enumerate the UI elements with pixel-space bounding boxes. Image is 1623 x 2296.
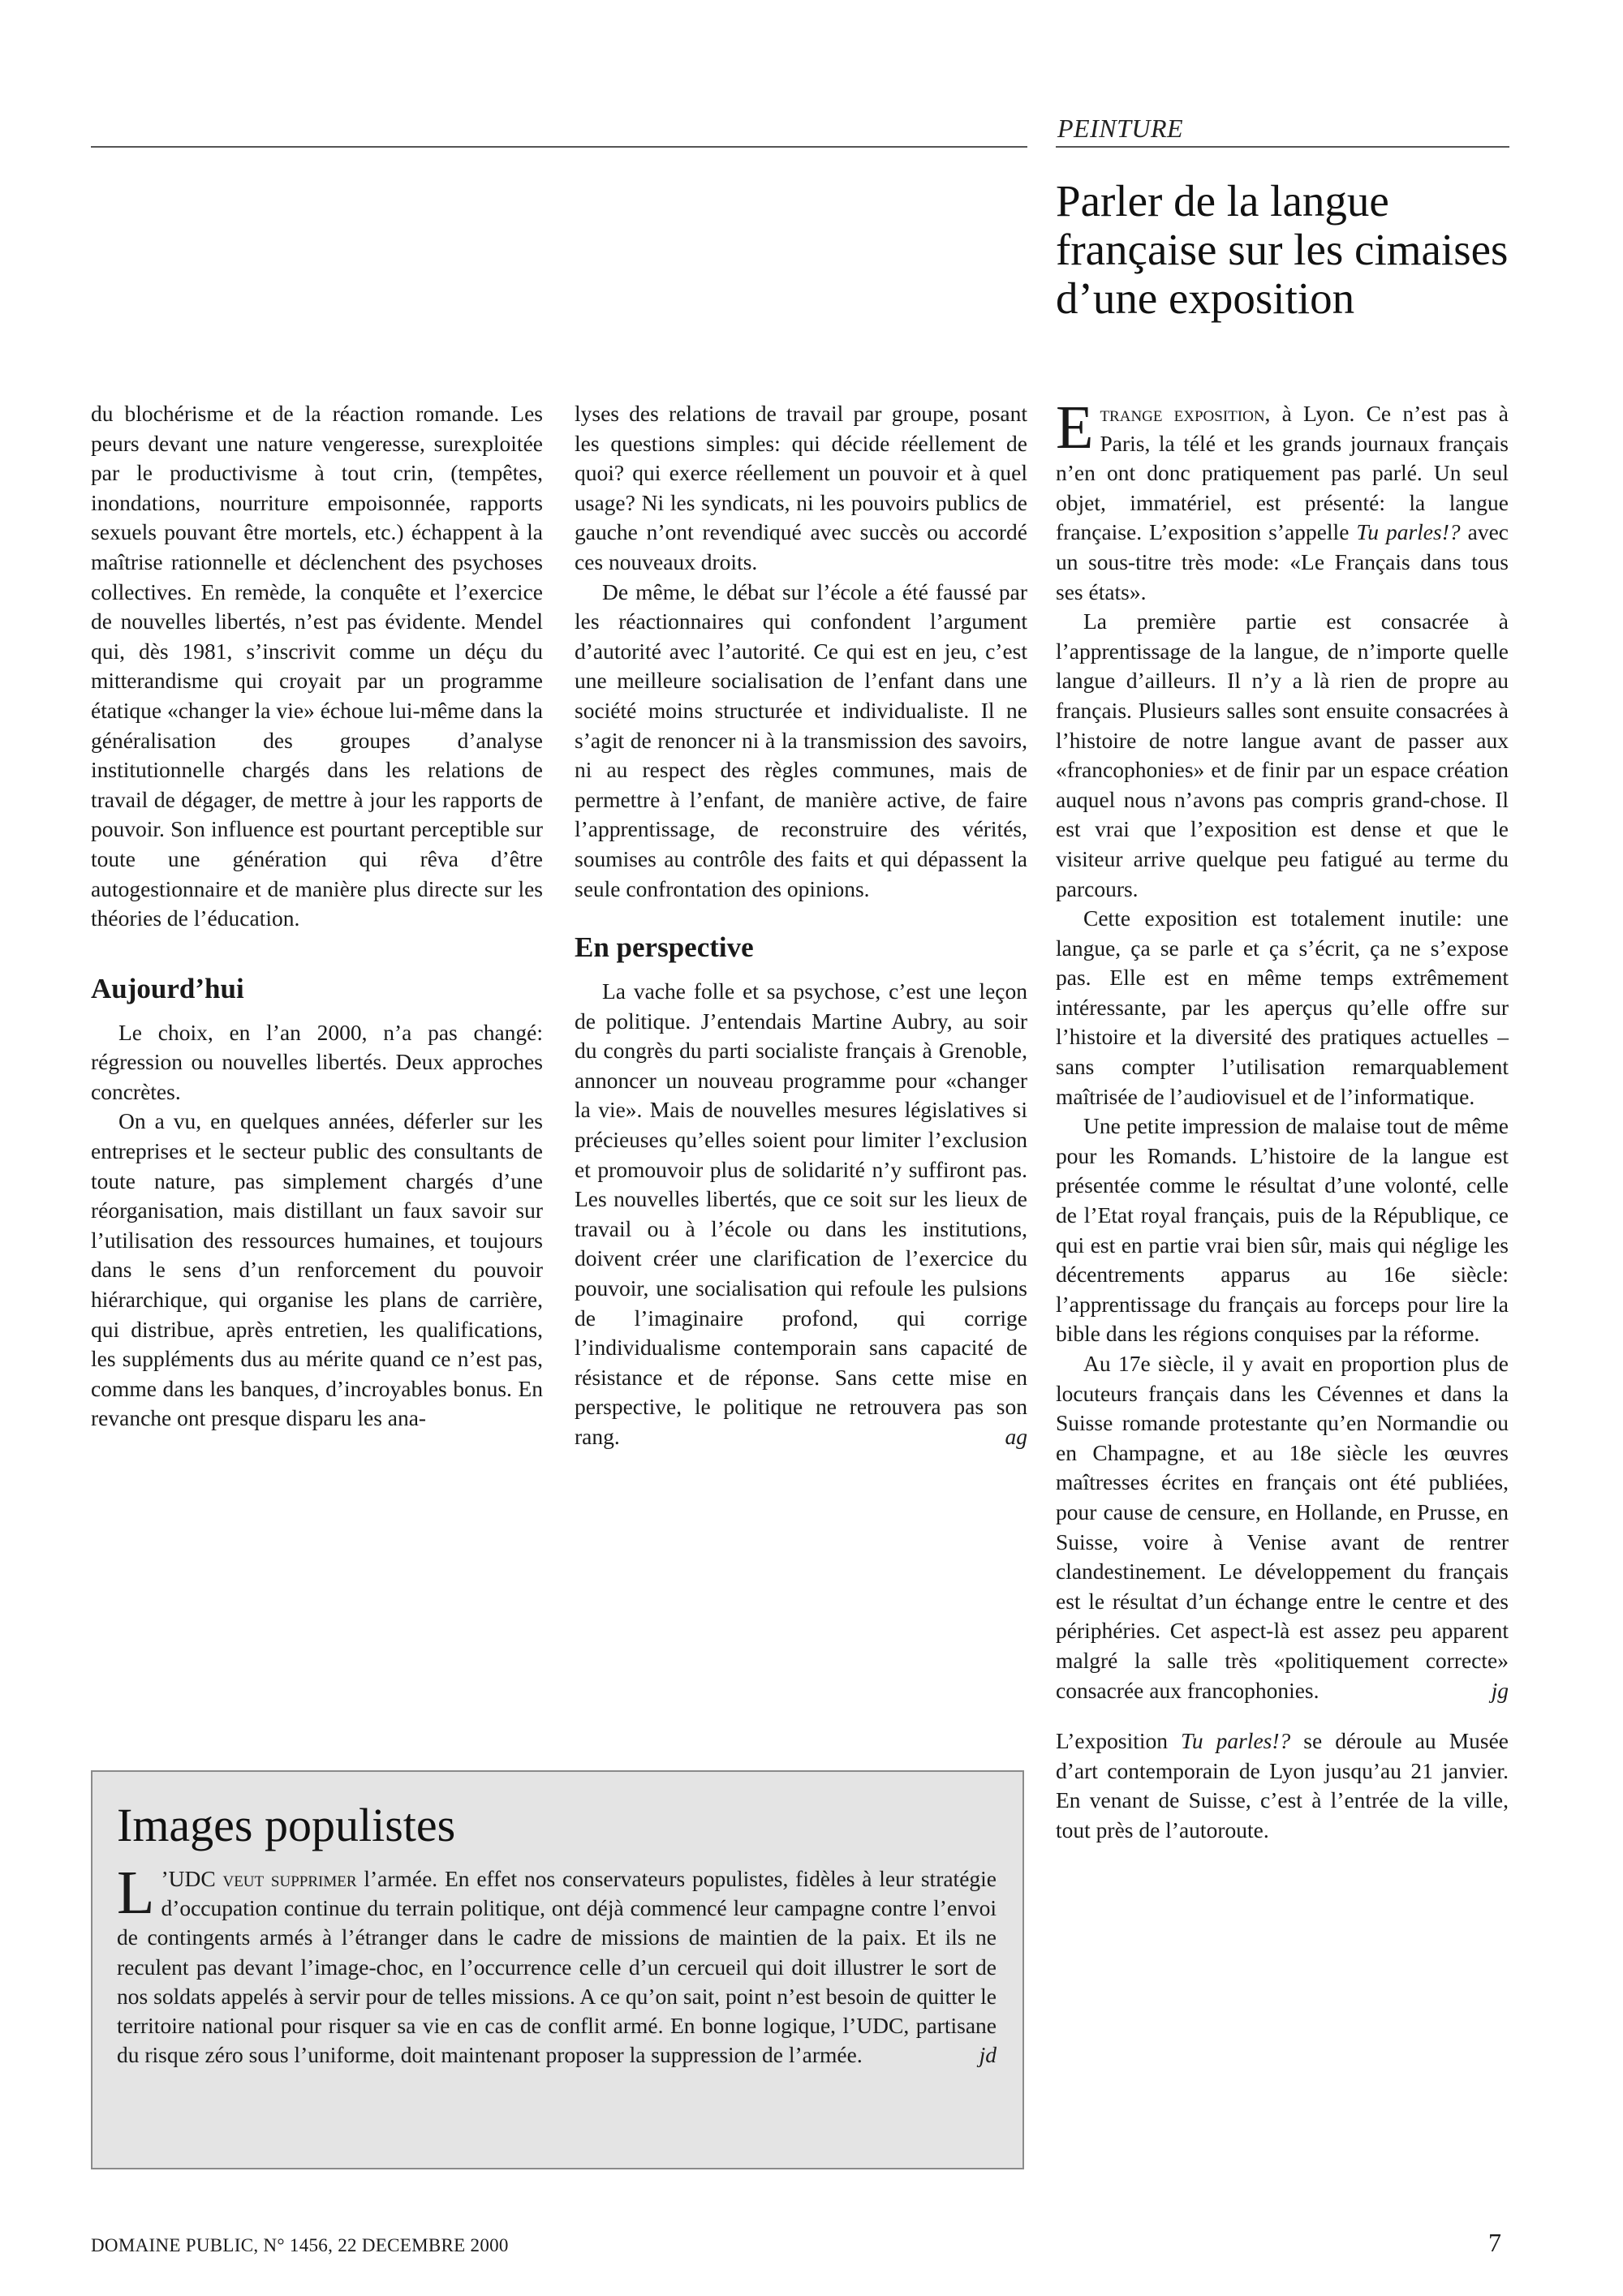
subhead-en-perspective: En perspective <box>575 931 754 964</box>
left-article-column-2 <box>575 399 1027 1452</box>
footer-publication: DOMAINE PUBLIC, N° 1456, 22 DECEMBRE 2000 <box>91 2235 509 2255</box>
lead-paragraph <box>1056 393 1509 607</box>
signature-jd: jd <box>979 2042 997 2068</box>
top-rule-right <box>1056 146 1509 148</box>
lead-text: à Lyon. Ce n’est pas à Paris, la télé et les grands journaux français n’en ont donc pratiquement pas parlé. Un seul objet, immatériel, est présenté: la langue française. L’exposition s’appelle <box>1056 401 1509 545</box>
lead-text-end: avec un sous-titre très mode: «Le Français dans tous ses états». <box>1056 519 1509 604</box>
signature-ag: ag <box>1005 1424 1027 1449</box>
paragraph-text: La vache folle et sa psychose, c’est une leçon de politique. J’entendais Martine Aubry, au soir du congrès du parti socialiste français à Grenoble, annoncer un nouveau programme pour «changer la vie». Mais de nouvelles mesures législatives si précieuses qu’elles soient pour limiter l’exclusion et promouvoir plus de solidarité n’y suffiront pas. Les nouvelles libertés, que ce soit sur les lieux de travail ou à l’école ou dans les institutions, doivent créer une clarification de l’exercice du pouvoir, une socialisation qui refoule les pulsions de l’imaginaire profond, qui corrige l’individualisme contemporain sans capacité de résistance et de réponse. Sans cette mise en perspective, le politique ne retrouvera pas son rang. <box>575 978 1027 1449</box>
exhibition-name: Tu parles!? <box>1356 519 1461 545</box>
left-article-column-1 <box>91 399 543 1434</box>
lead-smallcaps: trange exposition, <box>1100 401 1271 426</box>
exhibition-name: Tu parles!? <box>1181 1728 1291 1754</box>
page-number: 7 <box>1488 2228 1501 2257</box>
paragraph-text: Au 17e siècle, il y avait en proportion plus de locuteurs français dans les Cévennes et dans la Suisse romande protestante qu’en Normandie ou en Champagne, et au 18e siècle les œuvres maîtresses écrites en français ont été publiées, pour cause de censure, en Hollande, en Prusse, en Suisse, voire à Venise avant de rentrer clandestinement. Le développement du français est le résultat d’un échange entre le centre et des périphéries. Cet aspect-là est assez peu apparent malgré la salle très «politiquement correcte» consacrée aux francophonies. <box>1056 1351 1509 1703</box>
peinture-article-column <box>1056 393 1509 1846</box>
box-paragraph <box>117 1859 997 2070</box>
drop-cap: L <box>117 1859 155 1927</box>
box-lead-smallcaps: veut supprimer <box>215 1866 357 1891</box>
paragraph: La première partie est consacrée à l’apprentissage de la langue, de n’importe quelle langue d’ailleurs. Il n’y a là rien de propre au français. Plusieurs salles sont ensuite consacrées à l’histoire de notre langue avant de passer aux «francophonies» et de finir par un espace création auquel nous n’avons pas compris grand-chose. Il est vrai que l’exposition est dense et que le visiteur arrive quelque peu fatigué au terme du parcours. <box>1056 608 1509 901</box>
article-title: Parler de la langue française sur les cimaises d’une exposition <box>1056 176 1509 323</box>
box-title: Images populistes <box>117 1799 456 1851</box>
paragraph: Le choix, en l’an 2000, n’a pas changé: régression ou nouvelles libertés. Deux approches concrètes. <box>91 1019 543 1104</box>
box-text: l’armée. En effet nos conservateurs populistes, fidèles à leur stratégie d’occupation continue du terrain politique, ont déjà commencé leur campagne contre l’envoi de contingents armés à l’étranger dans le cadre de missions de maintien de la paix. Et ils ne reculent pas devant l’image-choc, en l’occurrence celle d’un cercueil qui doit illustrer le sort de nos soldats appelés à servir pour de telles missions. A ce qu’on sait, point n’est besoin de quitter le territoire national pour risquer sa vie en cas de conflit armé. En bonne logique, l’UDC, partisane du risque zéro sous l’uniforme, doit maintenant proposer la suppression de l’armée. <box>117 1866 997 2068</box>
paragraph-final <box>575 977 1027 1452</box>
note-text-end: se déroule au Musée d’art contemporain de Lyon jusqu’au 21 janvier. En venant de Suisse, c’est à l’entrée de la ville, tout près de l’autoroute. <box>1056 1728 1509 1842</box>
paragraph: On a vu, en quelques années, déferler sur les entreprises et le secteur public des consultants de toute nature, pas simplement chargés d’une réorganisation, mais distillant un faux savoir sur l’utilisation des ressources humaines, et toujours dans le sens d’un renforcement du pouvoir hiérarchique, qui organise les plans de carrière, qui distribue, après entretien, les qualifications, les suppléments dus au mérite quand ce n’est pas, comme dans les banques, d’incroyables bonus. En revanche ont presque disparu les ana- <box>91 1108 543 1431</box>
signature-jg: jg <box>1491 1677 1509 1703</box>
paragraph: Une petite impression de malaise tout de même pour les Romands. L’histoire de la langue est présentée comme le résultat d’une volonté, celle de l’Etat royal français, puis de la République, ce qui est en partie vrai bien sûr, mais qui néglige les décentrements apparus au 16e siècle: l’apprentissage du français au forceps pour lire la bible dans les régions conquises par la réforme. <box>1056 1113 1509 1347</box>
subhead-aujourdhui: Aujourd’hui <box>91 972 244 1004</box>
paragraph: Cette exposition est totalement inutile: une langue, ça se parle et ça s’écrit, ça ne s’expose pas. Elle est en même temps extrêmement intéressante, par les aperçus qu’elle offre sur l’histoire et la diversité des pratiques actuelles – sans compter l’utilisation remarquablement maîtrisée de l’audiovisuel et de l’informatique. <box>1056 905 1509 1109</box>
paragraph: du blochérisme et de la réaction romande. Les peurs devant une nature vengeresse, surexploitée par le productivisme à tout crin, (tempêtes, inondations, nourriture empoisonnée, rapports sexuels pouvant être mortels, etc.) échappent à la maîtrise rationnelle et déclenchent des psychoses collectives. En remède, la conquête et l’exercice de nouvelles libertés, n’est pas évidente. Mendel qui, dès 1981, s’inscrivit comme un déçu du mitterandisme qui croyait par un programme étatique «changer la vie» échoue lui-même dans la généralisation des groupes d’analyse institutionnelle chargés dans les relations de travail de dégager, de mettre à jour les rapports de pouvoir. Son influence est pourtant perceptible sur toute une génération qui rêva d’être autogestionnaire et de manière plus directe sur les théories de l’éducation. <box>91 401 543 931</box>
note-text: L’exposition <box>1056 1728 1182 1754</box>
paragraph-final <box>1056 1349 1509 1705</box>
box-lead: ’UDC <box>161 1866 216 1891</box>
paragraph: lyses des relations de travail par groupe, posant les questions simples: qui décide réellement de quoi? qui exerce réellement un pouvoir et à quel usage? Ni les syndicats, ni les pouvoirs publics de gauche n’ont revendiqué avec succès ou accordé ces nouveaux droits. <box>575 401 1027 574</box>
images-populistes-box <box>91 1770 1024 2169</box>
drop-cap: E <box>1056 393 1094 462</box>
paragraph: De même, le débat sur l’école a été faussé par les réactionnaires qui confondent l’argument d’autorité avec l’autorité. Ce qui est en jeu, c’est une meilleure socialisation de l’enfant dans une société moins structurée et individualiste. Il ne s’agit de renoncer ni à la transmission des savoirs, ni au respect des règles communes, mais de permettre à l’enfant, de manière active, de faire l’apprentissage, de reconstruire des vérités, soumises au contrôle des faits et qui dépassent la seule confrontation des opinions. <box>575 578 1027 901</box>
top-rule-left <box>91 146 1027 148</box>
exhibition-note <box>1056 1726 1509 1845</box>
section-label: PEINTURE <box>1057 114 1184 143</box>
